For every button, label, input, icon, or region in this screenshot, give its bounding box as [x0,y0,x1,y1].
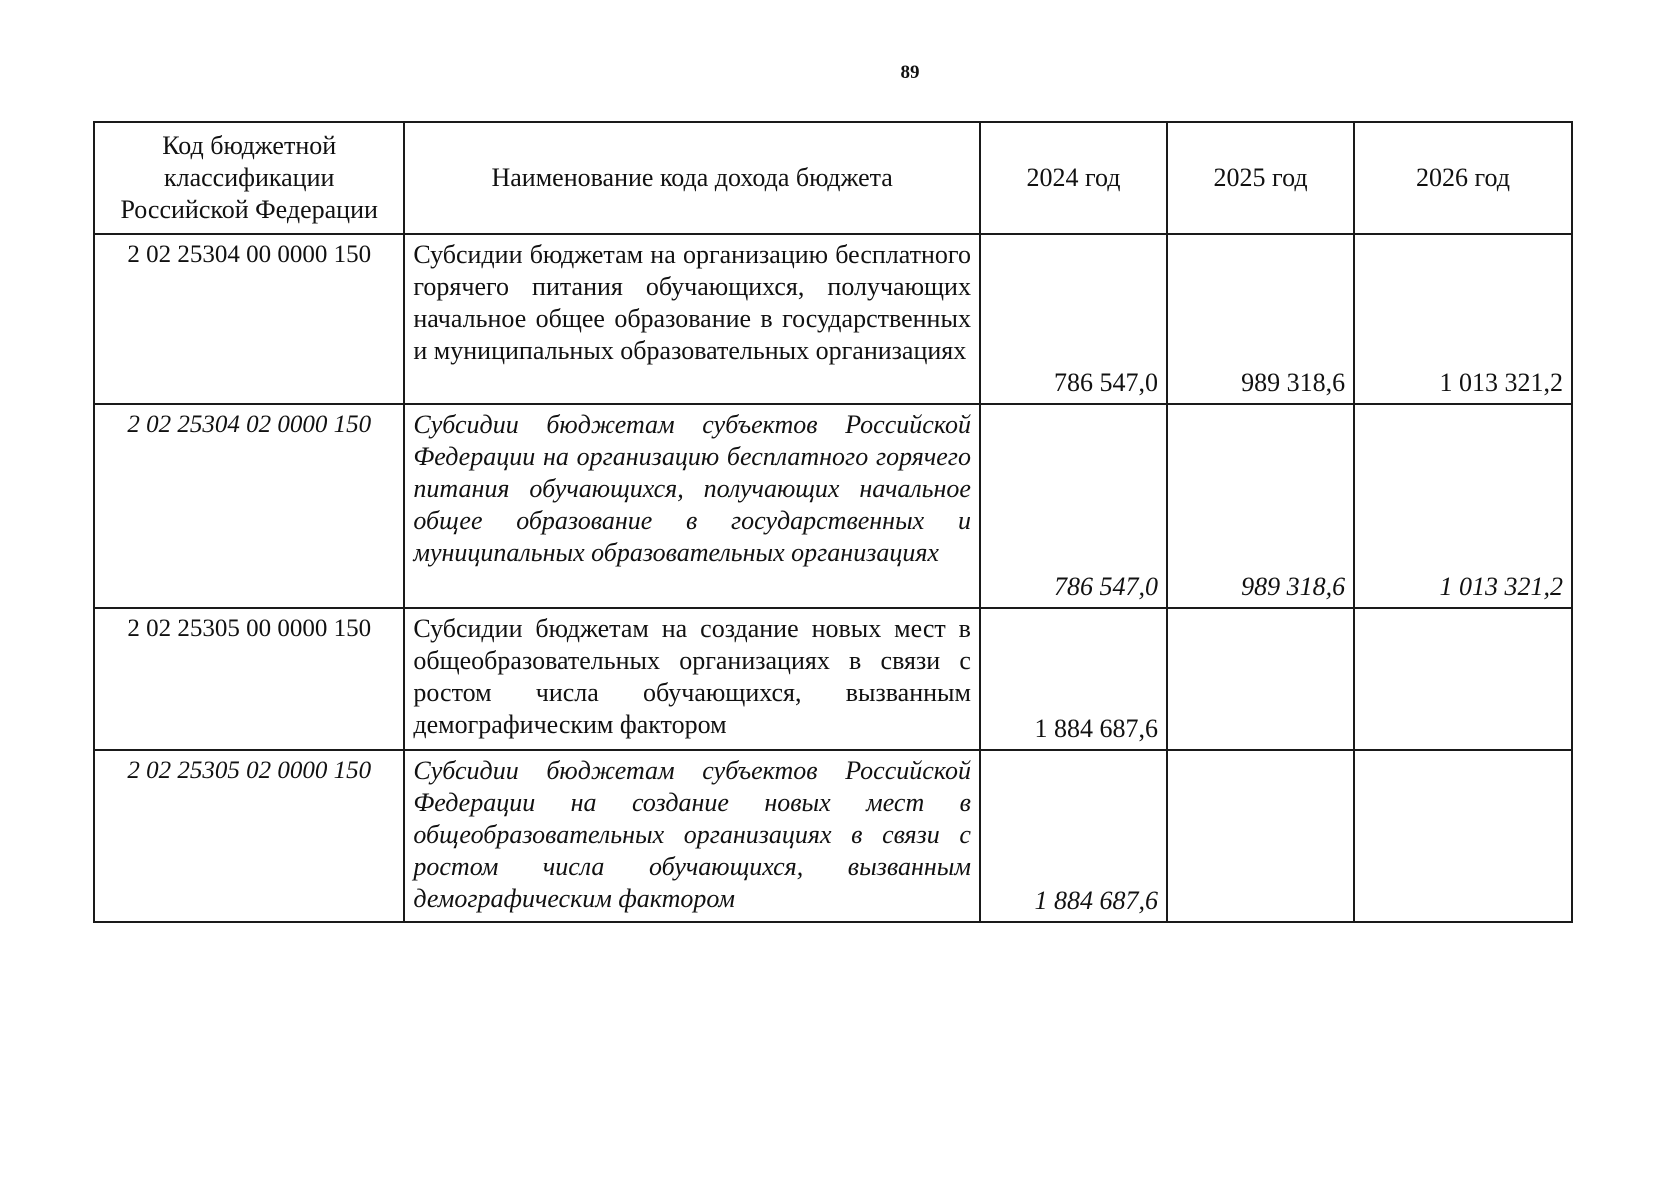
row-value-2025: 989 318,6 [1167,404,1354,608]
table-row [94,404,1572,608]
row-code: 2 02 25305 02 0000 150 [94,750,404,922]
header-year-2025: 2025 год [1167,122,1354,234]
row-value-2025: 989 318,6 [1167,234,1354,404]
row-code: 2 02 25305 00 0000 150 [94,608,404,750]
row-value-2026 [1354,750,1572,922]
header-code-line: классификации [163,163,335,192]
table-row [94,608,1572,750]
header-code-line: Российской Федерации [120,195,378,224]
header-year-2024: 2024 год [980,122,1167,234]
table-header-row [94,122,1572,234]
row-value-2025 [1167,608,1354,750]
row-value-2026 [1354,608,1572,750]
row-name: Субсидии бюджетам на создание новых мест в общеобразовательных организациях в связи с ростом числа обучающихся, вызванным демографическим фактором [404,608,980,750]
header-year-2026: 2026 год [1354,122,1572,234]
budget-revenue-table [93,121,1573,923]
header-code [94,122,404,234]
page-number: 89 [900,62,920,83]
row-value-2024: 786 547,0 [980,404,1167,608]
row-value-2024: 1 884 687,6 [980,750,1167,922]
row-code: 2 02 25304 00 0000 150 [94,234,404,404]
row-value-2024: 786 547,0 [980,234,1167,404]
row-name: Субсидии бюджетам субъектов Российской Федерации на создание новых мест в общеобразовательных организациях в связи с ростом числа обучающихся, вызванным демографическим фактором [404,750,980,922]
row-code: 2 02 25304 02 0000 150 [94,404,404,608]
table-row [94,750,1572,922]
row-value-2024: 1 884 687,6 [980,608,1167,750]
row-value-2026: 1 013 321,2 [1354,404,1572,608]
row-name: Субсидии бюджетам на организацию бесплатного горячего питания обучающихся, получающих начальное общее образование в государственных и муниципальных образовательных организациях [404,234,980,404]
table-row [94,234,1572,404]
header-name: Наименование кода дохода бюджета [404,122,980,234]
header-code-line: Код бюджетной [162,131,337,160]
row-name: Субсидии бюджетам субъектов Российской Федерации на организацию бесплатного горячего питания обучающихся, получающих начальное общее образование в государственных и муниципальных образовательных организациях [404,404,980,608]
row-value-2025 [1167,750,1354,922]
row-value-2026: 1 013 321,2 [1354,234,1572,404]
